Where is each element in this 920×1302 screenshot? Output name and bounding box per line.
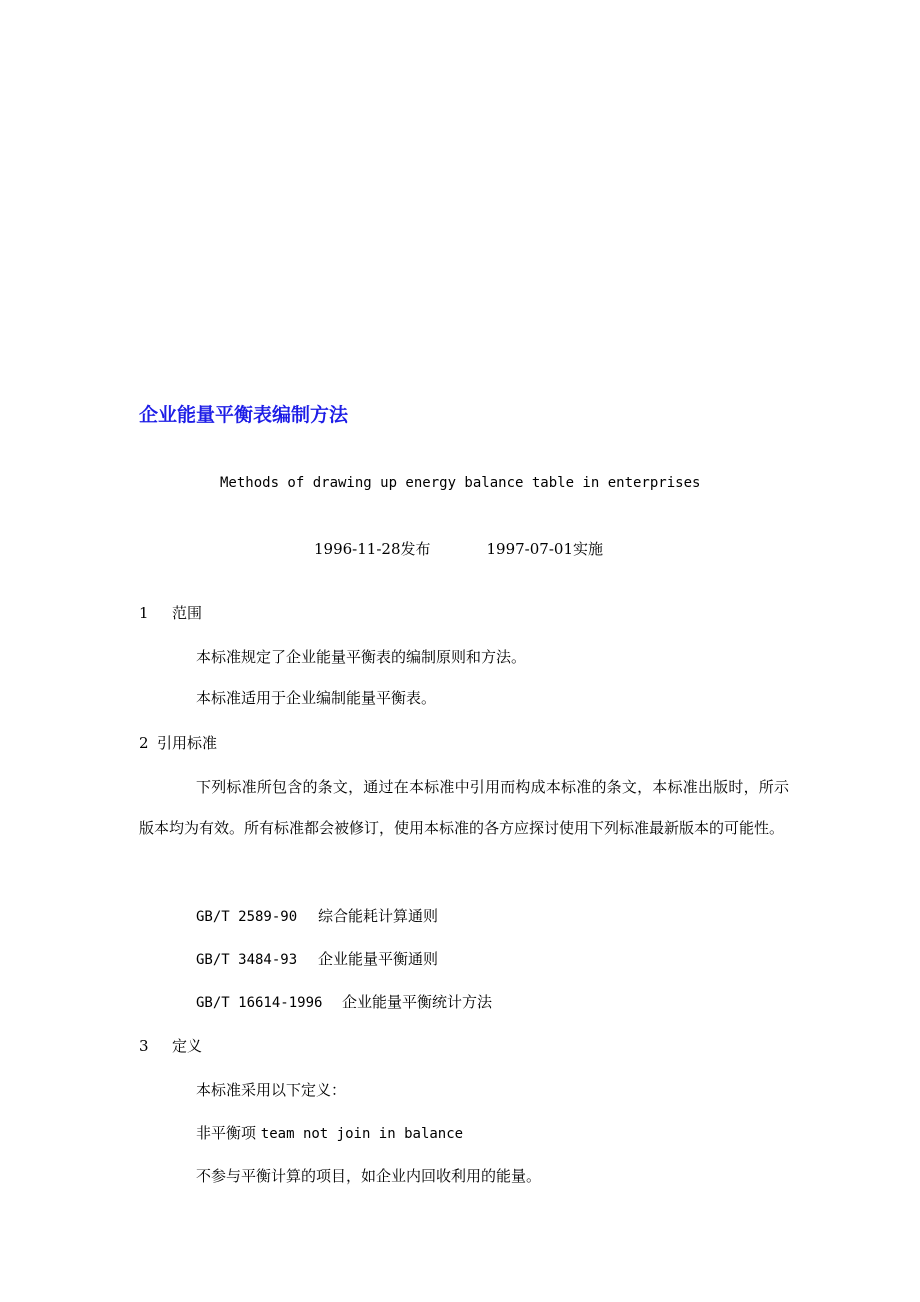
- reference-item: [196, 992, 492, 1013]
- reference-code: GB/T 16614-1996: [196, 995, 323, 1011]
- section-1-paragraph-1: 本标准规定了企业能量平衡表的编制原则和方法。: [196, 648, 527, 666]
- reference-name: 企业能量平衡统计方法: [342, 993, 493, 1011]
- definition-term: [196, 1123, 463, 1144]
- definition-text: 不参与平衡计算的项目，如企业内回收利用的能量。: [196, 1167, 542, 1185]
- document-subtitle: Methods of drawing up energy balance table in enterprises: [220, 475, 701, 491]
- issue-date: 1996-11-28发布: [314, 540, 431, 558]
- section-1-paragraph-2: 本标准适用于企业编制能量平衡表。: [196, 689, 437, 707]
- section-3-intro: 本标准采用以下定义：: [196, 1081, 347, 1099]
- document-title: 企业能量平衡表编制方法: [139, 404, 349, 426]
- section-1-heading: [139, 603, 202, 623]
- section-title: 定义: [172, 1037, 203, 1055]
- term-chinese: 非平衡项: [196, 1124, 257, 1142]
- reference-item: [196, 949, 438, 970]
- section-number: 3: [139, 1037, 149, 1055]
- section-2-paragraph: 下列标准所包含的条文，通过在本标准中引用而构成本标准的条文，本标准出版时，所示版本均为有效。所有标准都会被修订，使用本标准的各方应探讨使用下列标准最新版本的可能性。: [139, 778, 789, 837]
- effective-date: 1997-07-01实施: [486, 540, 603, 558]
- term-english: team not join in balance: [260, 1126, 464, 1142]
- reference-item: [196, 906, 438, 927]
- reference-name: 综合能耗计算通则: [318, 907, 439, 925]
- section-number: 1: [139, 604, 149, 622]
- reference-code: GB/T 2589-90: [196, 909, 298, 925]
- section-title: 范围: [172, 604, 203, 622]
- section-2-heading: [139, 733, 217, 753]
- section-number: 2: [139, 734, 149, 752]
- reference-code: GB/T 3484-93: [196, 952, 298, 968]
- reference-name: 企业能量平衡通则: [318, 950, 439, 968]
- section-title: 引用标准: [157, 734, 218, 752]
- section-3-heading: [139, 1036, 202, 1056]
- document-dates: [314, 539, 603, 559]
